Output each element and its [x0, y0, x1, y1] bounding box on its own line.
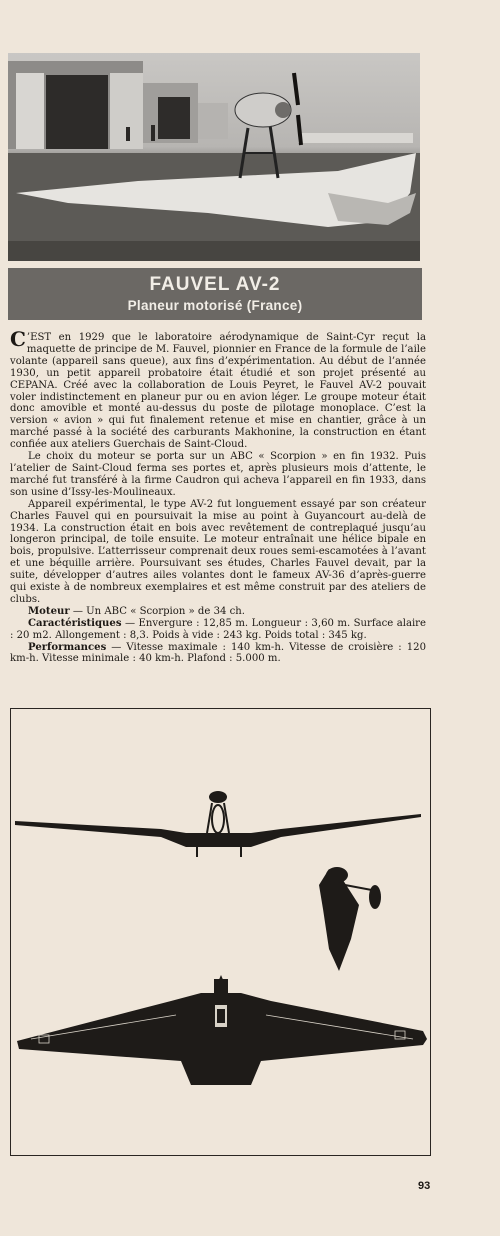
title-banner — [8, 268, 422, 320]
spec-performance-label: Performances — [28, 641, 107, 653]
spec-engine-value: — Un ABC « Scorpion » de 34 ch. — [69, 605, 245, 617]
spec-characteristics-value: — Envergure : 12,85 m. Longueur : 3,60 m. Surface alaire : 20 m2. Allongement : 8,3. Poids à vide : 243 kg. Poids total : 345 kg. — [10, 617, 426, 641]
paragraph-1 — [10, 327, 426, 451]
aircraft-photo — [8, 53, 420, 261]
spec-performance — [10, 642, 426, 666]
spec-performance-value: — Vitesse maximale : 140 km-h. Vitesse de croisière : 120 km-h. Vitesse minimale : 40 km-h. Plafond : 5.000 m. — [10, 641, 426, 665]
article-body — [10, 327, 426, 665]
spec-characteristics-label: Caractéristiques — [28, 617, 122, 629]
side-view — [319, 867, 381, 971]
article-title: FAUVEL AV-2 — [149, 274, 281, 295]
spec-characteristics — [10, 618, 426, 642]
spec-engine-label: Moteur — [28, 605, 70, 617]
page-number: 93 — [418, 1180, 431, 1192]
paragraph-3: Appareil expérimental, le type AV-2 fut longuement essayé par son créateur Charles Fauvel qui en poursuivait la mise au point à Guyancourt au-delà de 1934. La construction était en bois avec revêtement de contreplaqué jusqu’au longeron principal, de toile ensuite. Le moteur entraînait une hélice bipale en bois, propulsive. L’atterrisseur comprenait deux roues semi-escamotées à l’avant et une béquille arrière. Poursuivant ses études, Charles Fauvel devait, par la suite, développer d’autres ailes volantes dont le fameux AV-36 d’après-guerre qui existe à de nombreux exemplaires et est même construit par des ateliers de clubs. — [10, 498, 426, 605]
paragraph-1-text: ’EST en 1929 que le laboratoire aérodynamique de Saint-Cyr reçut la maquette de principe de M. Fauvel, pionnier en France de la formule de l’aile volante (appareil sans queue), aux fins d’expérimentation. Au début de l’année 1930, un petit appareil probatoire était étudié et son projet présenté au CEPANA. Créé avec la collaboration de Louis Peyret, le Fauvel AV-2 pouvait voler indistinctement en planeur pur ou en avion léger. Le groupe moteur était donc amovible et monté au-dessus du poste de pilotage monoplace. C’est la version « avion » qui fut finalement retenue et mise en chantier, grâce à un marché passé à la société des carburants Makhonine, la construction en étant confiée aux ateliers Guerchais de Saint-Cloud. — [10, 332, 426, 451]
article-subtitle: Planeur motorisé (France) — [127, 298, 303, 313]
plan-view — [17, 975, 427, 1085]
three-view-drawing — [10, 708, 431, 1156]
drop-cap: C — [10, 327, 26, 351]
spec-engine — [10, 606, 426, 618]
paragraph-2: Le choix du moteur se porta sur un ABC « Scorpion » en fin 1932. Puis l’atelier de Saint-Cloud ferma ses portes et, après plusieurs mois d’attente, le marché fut transféré à la firme Caudron qui acheva l’appareil en fin 1933, dans son usine d’Issy-les-Moulineaux. — [10, 451, 426, 498]
front-view — [15, 791, 421, 857]
